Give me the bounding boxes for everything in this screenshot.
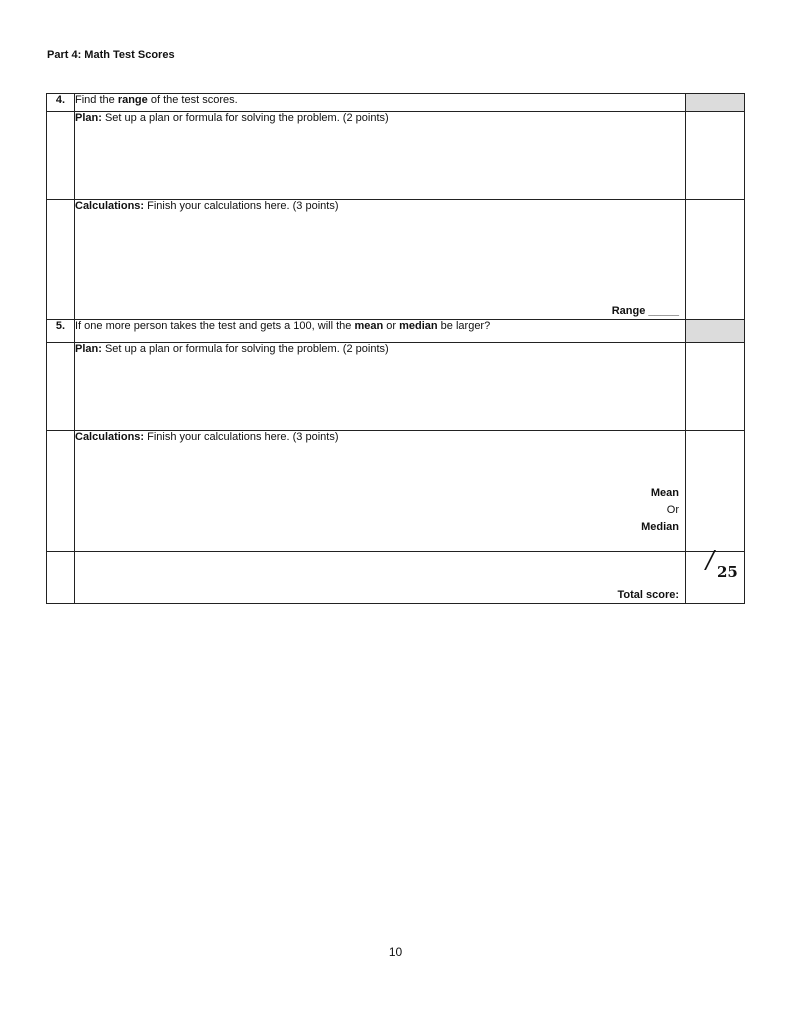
prompt-keyword-mean: mean xyxy=(354,320,384,332)
question-5-plan-row xyxy=(47,343,745,431)
question-5-calc-area[interactable] xyxy=(75,431,686,552)
question-4-calc-row xyxy=(47,200,745,320)
question-4-score-header xyxy=(686,94,745,112)
prompt-keyword-range: range xyxy=(117,94,148,106)
prompt-text: Find the xyxy=(75,94,118,106)
choice-median[interactable]: Median xyxy=(641,521,679,533)
plan-label: Plan: xyxy=(75,112,102,124)
question-5-plan-score-cell[interactable] xyxy=(686,343,745,431)
plan-label: Plan: xyxy=(75,343,102,355)
blank-number-cell xyxy=(47,200,75,320)
question-5-row xyxy=(47,320,745,343)
calc-label: Calculations: xyxy=(75,200,145,212)
question-5-plan-area[interactable] xyxy=(75,343,686,431)
range-answer-line[interactable]: Range _____ xyxy=(611,305,679,317)
question-5-calc-row xyxy=(47,431,745,552)
question-4-plan-score-cell[interactable] xyxy=(686,112,745,200)
section-title: Part 4: Math Test Scores xyxy=(47,49,175,61)
question-4-plan-area[interactable] xyxy=(75,112,686,200)
question-4-plan-row xyxy=(47,112,745,200)
calc-instructions: Finish your calculations here. (3 points) xyxy=(144,431,339,443)
total-score-cell[interactable] xyxy=(686,546,745,604)
prompt-text: or xyxy=(383,320,400,332)
choice-mean[interactable]: Mean xyxy=(650,487,679,499)
total-row xyxy=(47,552,745,604)
blank-number-cell xyxy=(47,112,75,200)
calc-label: Calculations: xyxy=(75,431,145,443)
total-out-of: 25 xyxy=(717,563,738,581)
fraction-slash: / xyxy=(706,546,715,574)
blank-number-cell xyxy=(47,552,75,604)
page-number: 10 xyxy=(388,945,403,959)
question-5-calc-score-cell[interactable] xyxy=(686,431,745,552)
calc-instructions: Finish your calculations here. (3 points) xyxy=(144,200,339,212)
blank-number-cell xyxy=(47,343,75,431)
plan-instructions: Set up a plan or formula for solving the problem. (2 points) xyxy=(101,112,389,124)
worksheet-table xyxy=(46,93,745,604)
total-label-cell xyxy=(75,552,686,604)
blank-number-cell xyxy=(47,431,75,552)
choice-or: Or xyxy=(666,504,679,516)
total-score-label: Total score: xyxy=(617,589,679,601)
question-4-row xyxy=(47,94,745,112)
question-4-prompt xyxy=(75,94,686,112)
question-5-prompt xyxy=(75,320,686,343)
prompt-keyword-median: median xyxy=(399,320,438,332)
question-5-score-header xyxy=(686,320,745,343)
prompt-text: If one more person takes the test and gets a 100, will the xyxy=(75,320,355,332)
prompt-text: be larger? xyxy=(437,320,491,332)
mean-or-median-choices xyxy=(641,485,679,536)
plan-instructions: Set up a plan or formula for solving the problem. (2 points) xyxy=(101,343,389,355)
question-4-number: 4. xyxy=(47,94,75,112)
prompt-text: of the test scores. xyxy=(147,94,238,106)
question-5-number: 5. xyxy=(47,320,75,343)
question-4-calc-score-cell[interactable] xyxy=(686,200,745,320)
question-4-calc-area[interactable] xyxy=(75,200,686,320)
